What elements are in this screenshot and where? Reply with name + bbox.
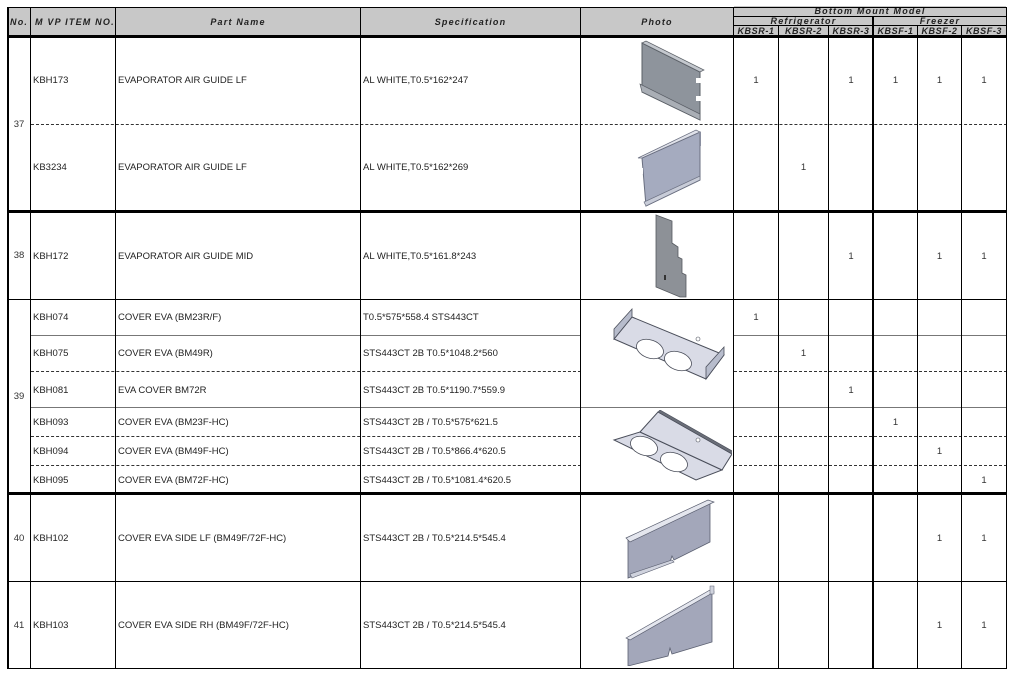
cover-eva-side-rh-photo-icon xyxy=(622,584,718,666)
qty-kbsf-3: 1 xyxy=(981,251,987,262)
header-model-kbsf-2: KBSF-2 xyxy=(918,25,961,36)
qty-kbsf-3 xyxy=(962,408,1006,437)
header-line-1 xyxy=(734,16,1006,17)
group-divider xyxy=(7,492,1007,495)
qty-kbsr-3 xyxy=(829,336,873,371)
qty-kbsr-2: 1 xyxy=(800,162,807,173)
table-row xyxy=(31,37,1006,124)
qty-kbsr-2 xyxy=(779,213,828,300)
qty-kbsr-1 xyxy=(734,372,778,408)
group-divider xyxy=(7,581,1007,582)
row-divider xyxy=(31,407,1007,408)
column-divider-name xyxy=(360,7,361,669)
part-name: COVER EVA (BM23F-HC) xyxy=(118,417,229,428)
qty-kbsf-2: 1 xyxy=(936,75,943,86)
qty-kbsr-2: 1 xyxy=(800,348,807,359)
row-divider xyxy=(734,465,1007,466)
qty-kbsr-3: 1 xyxy=(848,384,854,396)
qty-kbsf-2: 1 xyxy=(936,251,943,262)
specification: STS443CT 2B / T0.5*214.5*545.4 xyxy=(363,532,506,544)
table-row xyxy=(31,336,1006,371)
header-model-kbsf-1: KBSF-1 xyxy=(874,25,917,36)
qty-kbsr-1: 1 xyxy=(753,75,759,86)
qty-kbsr-1: 1 xyxy=(753,312,759,323)
part-name: EVAPORATOR AIR GUIDE MID xyxy=(118,251,254,262)
table-row xyxy=(31,300,1006,335)
item-number: KBH102 xyxy=(33,532,69,544)
column-divider-kbsf-2 xyxy=(961,25,962,669)
row-divider xyxy=(31,335,581,336)
qty-kbsr-3 xyxy=(829,124,873,211)
evaporator-air-guide-mid-photo-icon xyxy=(652,213,692,299)
table-row xyxy=(31,582,1006,668)
part-name: EVA COVER BM72R xyxy=(118,384,207,396)
group-number-41: 41 xyxy=(13,619,25,631)
qty-kbsf-2 xyxy=(918,336,961,371)
qty-kbsf-2 xyxy=(918,372,961,408)
qty-kbsr-3 xyxy=(829,495,873,581)
item-number: KBH094 xyxy=(33,446,69,457)
qty-kbsf-1 xyxy=(874,582,917,668)
table-row xyxy=(31,495,1006,581)
qty-kbsf-3 xyxy=(962,336,1006,371)
part-name: EVAPORATOR AIR GUIDE LF xyxy=(118,75,247,86)
qty-kbsf-3: 1 xyxy=(981,75,987,86)
header-freezer: Freezer xyxy=(874,16,1006,25)
qty-kbsr-1 xyxy=(734,213,778,300)
cover-eva-f-hc-photo-icon xyxy=(612,410,732,490)
qty-kbsr-3 xyxy=(829,582,873,668)
item-number: KBH075 xyxy=(33,348,69,359)
qty-kbsr-1 xyxy=(734,408,778,437)
specification: T0.5*575*558.4 STS443CT xyxy=(363,312,479,323)
table-left-border xyxy=(7,7,9,669)
column-divider-no xyxy=(30,7,31,669)
qty-kbsf-1 xyxy=(874,124,917,211)
qty-kbsf-1 xyxy=(874,372,917,408)
qty-kbsf-2 xyxy=(918,300,961,335)
qty-kbsf-1: 1 xyxy=(892,417,899,428)
qty-kbsf-2 xyxy=(918,124,961,211)
part-name: COVER EVA (BM23R/F) xyxy=(118,312,222,323)
column-divider-refrigerator-freezer xyxy=(872,16,874,669)
qty-kbsf-2: 1 xyxy=(936,532,943,544)
qty-kbsf-2 xyxy=(918,408,961,437)
item-number: KBH074 xyxy=(33,312,69,323)
group-number-39: 39 xyxy=(13,391,25,402)
table-row xyxy=(31,408,1006,437)
qty-kbsr-2 xyxy=(779,437,828,466)
column-divider-kbsf-1 xyxy=(917,25,918,669)
header-model-kbsr-1: KBSR-1 xyxy=(734,25,778,36)
qty-kbsr-3 xyxy=(829,300,873,335)
qty-kbsr-1 xyxy=(734,124,778,211)
qty-kbsr-3: 1 xyxy=(848,251,854,262)
qty-kbsr-1 xyxy=(734,437,778,466)
row-divider xyxy=(31,436,581,437)
qty-kbsf-3: 1 xyxy=(981,619,987,631)
qty-kbsr-2 xyxy=(779,408,828,437)
qty-kbsf-2: 1 xyxy=(936,446,943,457)
row-divider xyxy=(31,371,581,372)
item-number: KB3234 xyxy=(33,162,67,173)
part-name: COVER EVA SIDE RH (BM49F/72F-HC) xyxy=(118,619,289,631)
qty-kbsf-3 xyxy=(962,437,1006,466)
item-number: KBH093 xyxy=(33,417,69,428)
qty-kbsf-1 xyxy=(874,336,917,371)
qty-kbsr-2 xyxy=(779,495,828,581)
part-name: COVER EVA (BM72F-HC) xyxy=(118,474,229,486)
group-number-40: 40 xyxy=(13,532,25,544)
header-top-border xyxy=(7,7,1006,8)
qty-kbsr-1 xyxy=(734,466,778,494)
part-name: COVER EVA (BM49R) xyxy=(118,348,213,359)
qty-kbsf-3 xyxy=(962,372,1006,408)
header-model-kbsf-3: KBSF-3 xyxy=(962,25,1006,36)
evaporator-air-guide-lf-alt-photo-icon xyxy=(636,128,708,208)
specification: AL WHITE,T0.5*161.8*243 xyxy=(363,251,477,262)
qty-kbsf-3: 1 xyxy=(981,474,987,486)
row-divider xyxy=(31,124,1007,125)
table-bottom-border xyxy=(7,668,1007,669)
qty-kbsf-1 xyxy=(874,437,917,466)
specification: STS443CT 2B / T0.5*575*621.5 xyxy=(363,417,498,428)
qty-kbsf-2 xyxy=(918,466,961,494)
table-row xyxy=(31,466,1006,494)
item-number: KBH173 xyxy=(33,75,69,86)
evaporator-air-guide-lf-photo-icon xyxy=(638,40,708,122)
qty-kbsr-3 xyxy=(829,466,873,494)
column-divider-kbsr-1 xyxy=(778,25,779,669)
qty-kbsr-2 xyxy=(779,372,828,408)
cover-eva-side-lf-photo-icon xyxy=(624,498,718,580)
table-right-border xyxy=(1006,7,1007,669)
qty-kbsf-3 xyxy=(962,300,1006,335)
qty-kbsr-2 xyxy=(779,582,828,668)
qty-kbsr-2 xyxy=(779,466,828,494)
table-row xyxy=(31,213,1006,300)
item-number: KBH081 xyxy=(33,384,69,396)
header-refrigerator: Refrigerator xyxy=(734,16,873,25)
qty-kbsf-2: 1 xyxy=(936,619,943,631)
header-model-kbsr-2: KBSR-2 xyxy=(779,25,828,36)
specification: AL WHITE,T0.5*162*269 xyxy=(363,162,469,173)
group-divider xyxy=(7,299,1007,300)
item-number: KBH095 xyxy=(33,474,69,486)
cover-eva-r-photo-icon xyxy=(612,307,728,387)
part-name: EVAPORATOR AIR GUIDE LF xyxy=(118,162,247,173)
row-divider xyxy=(31,465,581,466)
part-name: COVER EVA (BM49F-HC) xyxy=(118,446,229,457)
header-specification: Specification xyxy=(361,7,580,36)
table-row xyxy=(31,372,1006,408)
row-divider xyxy=(734,371,1007,372)
header-photo: Photo xyxy=(581,7,733,36)
header-no: No. xyxy=(8,7,30,36)
qty-kbsf-3: 1 xyxy=(981,532,987,544)
specification: STS443CT 2B / T0.5*866.4*620.5 xyxy=(363,446,506,457)
table-row xyxy=(31,124,1006,211)
table-row xyxy=(31,437,1006,466)
qty-kbsf-1 xyxy=(874,300,917,335)
qty-kbsf-1 xyxy=(874,466,917,494)
header-mvp-item-no: M VP ITEM NO. xyxy=(31,7,115,36)
qty-kbsr-3 xyxy=(829,437,873,466)
row-divider xyxy=(734,436,1007,437)
qty-kbsr-1 xyxy=(734,336,778,371)
header-line-2 xyxy=(734,25,1006,26)
header-model-kbsr-3: KBSR-3 xyxy=(829,25,873,36)
qty-kbsf-3 xyxy=(962,124,1006,211)
part-name: COVER EVA SIDE LF (BM49F/72F-HC) xyxy=(118,532,287,544)
qty-kbsr-1 xyxy=(734,495,778,581)
header-bottom-border xyxy=(7,35,1007,38)
specification: STS443CT 2B T0.5*1190.7*559.9 xyxy=(363,384,506,396)
item-number: KBH172 xyxy=(33,251,69,262)
qty-kbsf-1 xyxy=(874,495,917,581)
qty-kbsr-2 xyxy=(779,300,828,335)
header-bottom-mount-model: Bottom Mount Model xyxy=(734,6,1006,16)
specification: STS443CT 2B / T0.5*214.5*545.4 xyxy=(363,619,506,631)
qty-kbsr-1 xyxy=(734,582,778,668)
specification: STS443CT 2B / T0.5*1081.4*620.5 xyxy=(363,474,512,486)
qty-kbsf-1: 1 xyxy=(892,75,899,86)
qty-kbsr-2 xyxy=(779,37,828,124)
column-divider-photo xyxy=(733,7,734,669)
qty-kbsr-3 xyxy=(829,408,873,437)
group-number-37: 37 xyxy=(13,118,25,130)
row-divider xyxy=(734,335,1007,336)
qty-kbsf-1 xyxy=(874,213,917,300)
column-divider-kbsr-2 xyxy=(828,25,829,669)
specification: AL WHITE,T0.5*162*247 xyxy=(363,75,469,86)
header-part-name: Part Name xyxy=(116,7,360,36)
group-divider xyxy=(7,210,1007,213)
group-number-38: 38 xyxy=(13,250,25,261)
column-divider-item xyxy=(115,7,116,669)
specification: STS443CT 2B T0.5*1048.2*560 xyxy=(363,348,498,359)
column-divider-spec xyxy=(580,7,581,669)
item-number: KBH103 xyxy=(33,619,69,631)
qty-kbsr-3: 1 xyxy=(848,75,854,86)
